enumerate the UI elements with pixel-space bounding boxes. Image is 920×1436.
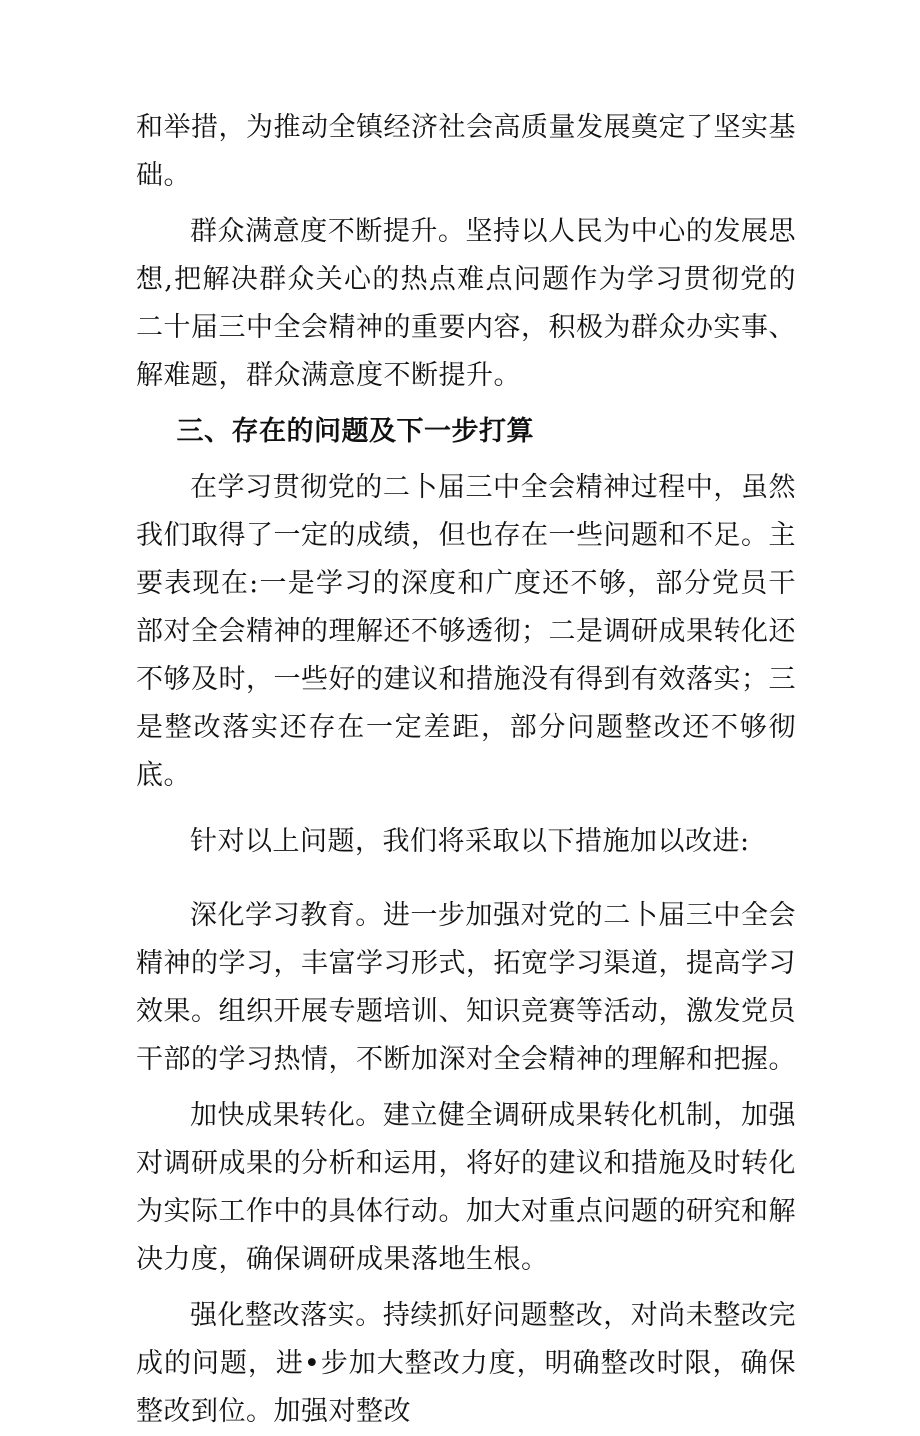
paragraph-problems: 在学习贯彻党的二卜届三中全会精神过程中，虽然我们取得了一定的成绩，但也存在一些问题和不足。主要表现在:一是学习的深度和广度还不够，部分党员干部对全会精神的理解还不够透彻；二是调研成果转化还不够及时，一些好的建议和措施没有得到有效落实；三是整改落实还存在一定差距，部分问题整改还不够彻底。 xyxy=(136,472,796,791)
paragraph-measures-intro: 针对以上问题，我们将采取以下措施加以改进: xyxy=(190,826,750,857)
paragraph-speed-conversion: 加快成果转化。建立健全调研成果转化机制，加强对调研成果的分析和运用，将好的建议和措施及时转化为实际工作中的具体行动。加大对重点问题的研究和解决力度，确保调研成果落地生根。 xyxy=(136,1100,796,1275)
paragraph-rectification: 强化整改落实。持续抓好问题整改，对尚未整改完成的问题，进•步加大整改力度，明确整改时限，确保整改到位。加强对整改 xyxy=(136,1300,796,1427)
paragraph-continuation: 和举措，为推动全镇经济社会高质量发展奠定了坚实基础。 xyxy=(136,112,796,191)
paragraph-satisfaction: 群众满意度不断提升。坚持以人民为中心的发展思想,把解决群众关心的热点难点问题作为学习贯彻党的二十届三中全会精神的重要内容，积极为群众办实事、解难题，群众满意度不断提升。 xyxy=(136,216,796,391)
section-heading-problems: 三、存在的问题及下一步打算 xyxy=(176,416,534,447)
paragraph-deepen-study: 深化学习教育。进一步加强对党的二卜届三中全会精神的学习，丰富学习形式，拓宽学习渠道，提高学习效果。组织开展专题培训、知识竞赛等活动，激发党员干部的学习热情，不断加深对全会精神的理解和把握。 xyxy=(136,900,796,1075)
document-body xyxy=(136,104,796,1436)
